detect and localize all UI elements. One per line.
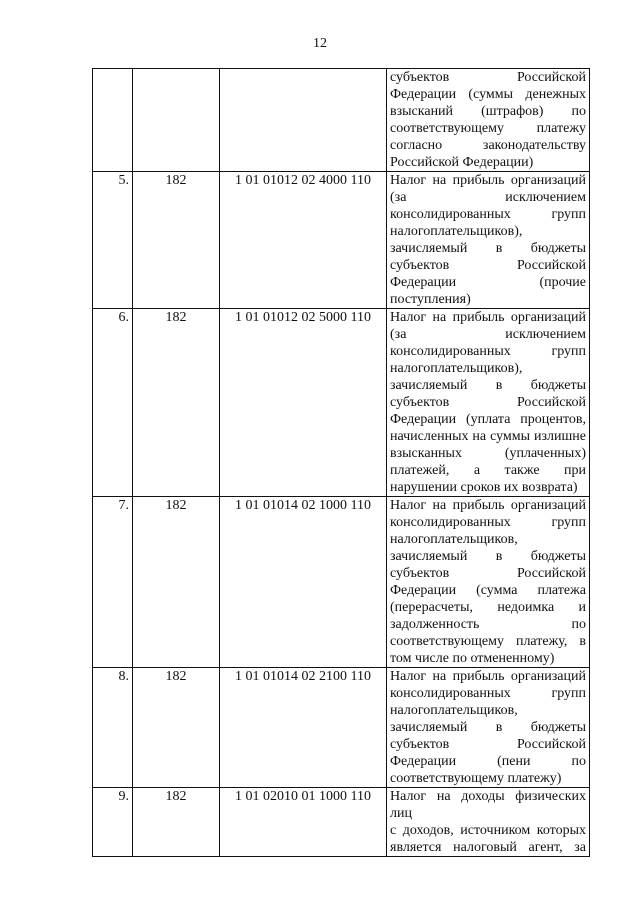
revenue-name-line: субъектов Российской xyxy=(390,258,586,273)
admin-code-cell xyxy=(133,69,220,172)
revenue-name-cell xyxy=(387,69,590,172)
row-number-cell xyxy=(93,69,133,172)
revenue-name-line: субъектов Российской xyxy=(390,395,586,410)
revenue-name-line: (за исключением xyxy=(390,190,586,205)
revenue-name-line: Налог на прибыль организаций xyxy=(390,669,586,684)
revenue-name-line: Налог на прибыль организаций xyxy=(390,310,586,325)
revenue-name-line: том числе по отмененному) xyxy=(390,651,555,666)
revenue-name-line: консолидированных групп xyxy=(390,344,586,359)
revenue-name-cell xyxy=(387,309,590,497)
revenue-name-line: субъектов Российской xyxy=(390,566,586,581)
revenue-name-line: зачисляемый в бюджеты xyxy=(390,720,586,735)
revenue-name-line: налогоплательщиков), xyxy=(390,361,523,376)
table-row xyxy=(93,497,590,668)
revenue-name-line: согласно законодательству xyxy=(390,138,586,153)
revenue-name-cell xyxy=(387,788,590,857)
page-number: 12 xyxy=(313,36,327,51)
revenue-name-line: Налог на прибыль организаций xyxy=(390,173,586,188)
revenue-name-line: Федерации (суммы денежных xyxy=(390,87,586,102)
budget-codes-table xyxy=(92,68,590,857)
budget-code-cell xyxy=(220,69,387,172)
row-number-cell: 7. xyxy=(93,497,133,668)
table-row xyxy=(93,69,590,172)
revenue-name-line: Федерации (прочие поступления) xyxy=(390,275,586,307)
revenue-name-line: Российской Федерации) xyxy=(390,155,534,170)
revenue-name-line: с доходов, источником которых xyxy=(390,823,586,838)
table-row xyxy=(93,788,590,857)
revenue-name-line: взысканий (штрафов) по xyxy=(390,104,586,119)
revenue-name-cell xyxy=(387,497,590,668)
table-row xyxy=(93,172,590,309)
revenue-name-line: консолидированных групп xyxy=(390,515,586,530)
revenue-name-line: задолженность по xyxy=(390,617,586,632)
revenue-name-line: Налог на прибыль организаций xyxy=(390,498,586,513)
table-row xyxy=(93,309,590,497)
revenue-name-line: Федерации (уплата процентов, xyxy=(390,412,586,427)
revenue-name-line: Федерации (пени по xyxy=(390,754,586,769)
row-number-cell: 6. xyxy=(93,309,133,497)
revenue-name-line: соответствующему платежу xyxy=(390,121,586,136)
table-row xyxy=(93,668,590,788)
revenue-name-line: зачисляемый в бюджеты xyxy=(390,549,586,564)
row-number-cell: 9. xyxy=(93,788,133,857)
revenue-name-line: зачисляемый в бюджеты xyxy=(390,241,586,256)
admin-code-cell: 182 xyxy=(133,788,220,857)
revenue-name-line: соответствующему платежу, в xyxy=(390,634,586,649)
revenue-name-line: налогоплательщиков, xyxy=(390,703,518,718)
admin-code-cell: 182 xyxy=(133,497,220,668)
revenue-name-line: консолидированных групп xyxy=(390,207,586,222)
admin-code-cell: 182 xyxy=(133,309,220,497)
revenue-name-line: субъектов Российской xyxy=(390,70,586,85)
revenue-name-line: (за исключением xyxy=(390,327,586,342)
budget-code-cell: 1 01 01014 02 2100 110 xyxy=(220,668,387,788)
revenue-name-cell xyxy=(387,668,590,788)
budget-code-cell: 1 01 02010 01 1000 110 xyxy=(220,788,387,857)
revenue-name-line: налогоплательщиков, xyxy=(390,532,518,547)
revenue-name-line: начисленных на суммы излишне xyxy=(390,429,586,444)
admin-code-cell: 182 xyxy=(133,668,220,788)
revenue-name-line: платежей, а также при xyxy=(390,463,586,478)
revenue-name-line: налогоплательщиков), xyxy=(390,224,523,239)
revenue-name-line: является налоговый агент, за xyxy=(390,840,586,855)
budget-code-cell: 1 01 01012 02 4000 110 xyxy=(220,172,387,309)
revenue-name-line: консолидированных групп xyxy=(390,686,586,701)
revenue-name-cell xyxy=(387,172,590,309)
revenue-name-line: нарушении сроков их возврата) xyxy=(390,480,578,495)
revenue-name-line: Налог на доходы физических лиц xyxy=(390,789,586,821)
revenue-name-line: Федерации (сумма платежа xyxy=(390,583,586,598)
budget-code-cell: 1 01 01012 02 5000 110 xyxy=(220,309,387,497)
revenue-name-line: (перерасчеты, недоимка и xyxy=(390,600,586,615)
revenue-name-line: взысканных (уплаченных) xyxy=(390,446,586,461)
revenue-name-line: соответствующему платежу) xyxy=(390,771,562,786)
row-number-cell: 5. xyxy=(93,172,133,309)
budget-code-cell: 1 01 01014 02 1000 110 xyxy=(220,497,387,668)
admin-code-cell: 182 xyxy=(133,172,220,309)
revenue-name-line: зачисляемый в бюджеты xyxy=(390,378,586,393)
revenue-name-line: субъектов Российской xyxy=(390,737,586,752)
row-number-cell: 8. xyxy=(93,668,133,788)
